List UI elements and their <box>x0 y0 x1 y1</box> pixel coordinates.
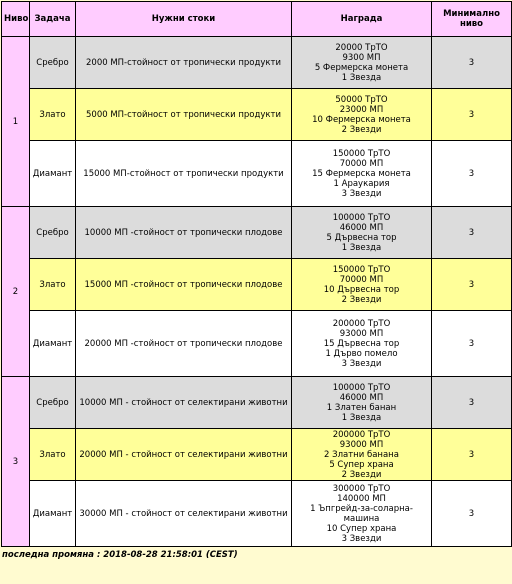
reward-cell <box>292 377 432 429</box>
required-goods: 20000 МП - стойност от селектирани животни <box>76 429 292 481</box>
reward-item: 100000 ТрТО <box>332 212 391 223</box>
reward-item: 300000 ТрТО <box>332 483 391 494</box>
task-tier: Сребро <box>30 207 76 259</box>
task-tier: Злато <box>30 89 76 141</box>
min-level: 3 <box>432 377 512 429</box>
required-goods: 20000 МП -стойност от тропически плодове <box>76 311 292 377</box>
min-level: 3 <box>432 141 512 207</box>
min-level: 3 <box>432 89 512 141</box>
reward-item: 50000 ТрТО <box>335 94 388 105</box>
required-goods: 15000 МП -стойност от тропически плодове <box>76 259 292 311</box>
reward-item: 200000 ТрТО <box>332 318 391 329</box>
reward-item: 70000 МП <box>339 274 384 285</box>
reward-cell <box>292 37 432 89</box>
table-row <box>2 37 512 89</box>
min-level: 3 <box>432 481 512 547</box>
table-body <box>2 37 512 547</box>
reward-item: 23000 МП <box>339 104 384 115</box>
reward-item: 10 Супер храна <box>326 523 397 534</box>
reward-cell <box>292 89 432 141</box>
required-goods: 10000 МП -стойност от тропически плодове <box>76 207 292 259</box>
level-number: 3 <box>2 377 30 547</box>
table-row <box>2 481 512 547</box>
header-required-goods: Нужни стоки <box>76 2 292 37</box>
header-reward: Награда <box>292 2 432 37</box>
reward-item: 70000 МП <box>339 158 384 169</box>
reward-item: 2 Звезди <box>341 469 382 480</box>
reward-cell <box>292 207 432 259</box>
task-tier: Диамант <box>30 141 76 207</box>
min-level: 3 <box>432 311 512 377</box>
table-row <box>2 89 512 141</box>
reward-item: 5 Супер храна <box>329 459 394 470</box>
level-number: 1 <box>2 37 30 207</box>
reward-item: 1 Араукария <box>333 178 390 189</box>
task-tier: Сребро <box>30 37 76 89</box>
reward-item: 3 Звезди <box>341 358 382 369</box>
required-goods: 15000 МП-стойност от тропически продукти <box>76 141 292 207</box>
reward-cell <box>292 429 432 481</box>
reward-cell <box>292 311 432 377</box>
reward-item: 2 Звезди <box>341 294 382 305</box>
table-row <box>2 207 512 259</box>
table-header-row <box>2 2 512 37</box>
reward-item: 200000 ТрТО <box>332 429 391 440</box>
reward-item: 2 Златни банана <box>324 449 399 460</box>
required-goods: 30000 МП - стойност от селектирани животни <box>76 481 292 547</box>
reward-item: 1 Звезда <box>341 412 382 423</box>
required-goods: 10000 МП - стойност от селектирани животни <box>76 377 292 429</box>
reward-item: 9300 МП <box>342 52 381 63</box>
reward-item: 46000 МП <box>339 392 384 403</box>
task-tier: Диамант <box>30 311 76 377</box>
reward-item: 46000 МП <box>339 222 384 233</box>
required-goods: 2000 МП-стойност от тропически продукти <box>76 37 292 89</box>
reward-item: 1 Дърво помело <box>325 348 398 359</box>
reward-item: 1 Звезда <box>341 72 382 83</box>
reward-item: 15 Фермерска монета <box>312 168 411 179</box>
min-level: 3 <box>432 429 512 481</box>
reward-cell <box>292 259 432 311</box>
reward-item: 20000 ТрТО <box>335 42 388 53</box>
reward-item: 140000 МП <box>337 493 386 504</box>
task-tier: Злато <box>30 259 76 311</box>
reward-item: 150000 ТрТО <box>332 264 391 275</box>
reward-item: 100000 ТрТО <box>332 382 391 393</box>
reward-item: 3 Звезди <box>341 188 382 199</box>
min-level: 3 <box>432 37 512 89</box>
table-row <box>2 141 512 207</box>
table-row <box>2 429 512 481</box>
table-row <box>2 377 512 429</box>
header-min-level: Минимално ниво <box>432 2 512 37</box>
level-tasks-table <box>1 1 512 547</box>
reward-item: 10 Фермерска монета <box>312 114 411 125</box>
table-row <box>2 311 512 377</box>
reward-cell <box>292 481 432 547</box>
reward-item: 1 Звезда <box>341 242 382 253</box>
reward-item: 5 Дървесна тор <box>326 232 397 243</box>
reward-item: 10 Дървесна тор <box>323 284 400 295</box>
min-level: 3 <box>432 207 512 259</box>
required-goods: 5000 МП-стойност от тропически продукти <box>76 89 292 141</box>
reward-item: 2 Звезди <box>341 124 382 135</box>
header-level: Ниво <box>2 2 30 37</box>
level-number: 2 <box>2 207 30 377</box>
task-tier: Диамант <box>30 481 76 547</box>
reward-item: 93000 МП <box>339 439 384 450</box>
header-task: Задача <box>30 2 76 37</box>
reward-item: 5 Фермерска монета <box>314 62 409 73</box>
reward-item: 1 Златен банан <box>326 402 397 413</box>
reward-item: 15 Дървесна тор <box>323 338 400 349</box>
task-tier: Злато <box>30 429 76 481</box>
last-modified: последна промяна : 2018-08-28 21:58:01 (CEST) <box>2 550 238 560</box>
reward-item: 1 Ъпгрейд-за-соларна-машина <box>310 503 413 524</box>
reward-item: 3 Звезди <box>341 533 382 544</box>
reward-item: 150000 ТрТО <box>332 148 391 159</box>
task-tier: Сребро <box>30 377 76 429</box>
table-row <box>2 259 512 311</box>
min-level: 3 <box>432 259 512 311</box>
reward-item: 93000 МП <box>339 328 384 339</box>
reward-cell <box>292 141 432 207</box>
